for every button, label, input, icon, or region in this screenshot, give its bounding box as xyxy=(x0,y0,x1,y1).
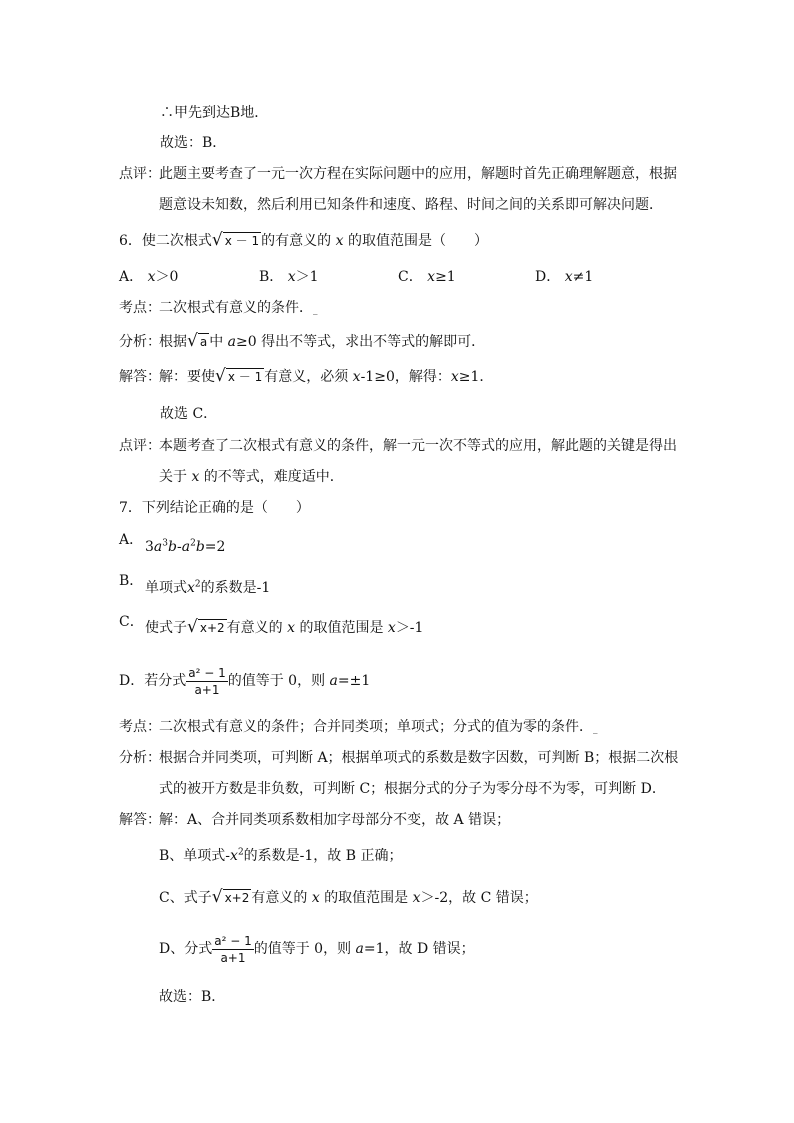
variable: x xyxy=(147,269,156,285)
sqrt-expression xyxy=(215,366,264,387)
text: ≥1． xyxy=(458,369,494,385)
option-d xyxy=(535,267,593,287)
q7-option-a: $3a^3b-a^2b=2$ xyxy=(145,538,226,555)
variable: x xyxy=(352,369,361,385)
q7-solution-d: D、分式 $\frac{\text{a² − 1}}{a+1}$ 的值等于 0，则 a=1，故 D 错误； xyxy=(159,933,475,965)
sqrt-expression: √ x+2 xyxy=(211,887,250,907)
text: 故选：B． xyxy=(160,135,227,151)
option-key: D． xyxy=(535,269,561,285)
analysis-label: 分析： xyxy=(119,334,161,350)
q7-option-b-key xyxy=(119,571,143,591)
variable: x xyxy=(191,469,200,485)
key-point-label: 考点： xyxy=(119,300,161,316)
question-6-stem xyxy=(119,230,488,251)
sqrt-expression xyxy=(187,331,209,352)
comment-label-line xyxy=(119,164,677,184)
option-key: C． xyxy=(398,269,423,285)
q7-selection xyxy=(159,987,225,1007)
sqrt-expression xyxy=(212,230,261,251)
sqrt-expression: √ x+2 xyxy=(187,617,225,637)
fraction: $\frac{\text{a² − 1}}{a+1}$ xyxy=(188,665,226,697)
option-value: ＞1 xyxy=(295,269,319,285)
text: 中 xyxy=(209,334,228,350)
variable: x xyxy=(450,369,459,385)
question-6-options xyxy=(119,267,719,287)
q7-solution-c: C、式子√ x+2 有意义的 x 的取值范围是 x＞-2，故 C 错误； xyxy=(159,887,538,907)
q7-solution-b: B、单项式$-x^2$的系数是-1，故 B 正确； xyxy=(159,847,403,864)
option-b xyxy=(259,267,319,287)
option-value: ≠1 xyxy=(572,269,594,285)
variable: x xyxy=(564,269,573,285)
analysis-text: 根据合并同类项，可判断 A；根据单项式的系数是数字因数，可判断 B；根据二次根 xyxy=(159,750,679,766)
key-point-label: 考点： xyxy=(119,719,161,735)
q6-comment-2 xyxy=(159,467,344,487)
option-key: C． xyxy=(119,614,144,630)
option-key: B． xyxy=(259,269,284,285)
analysis-text: 式的被开方数是非负数，可判断 C；根据分式的分子为零分母不为零，可判断 D． xyxy=(159,781,666,797)
q6-key-point xyxy=(119,298,318,320)
solution-label: 解答： xyxy=(119,369,161,385)
q7-option-a-key xyxy=(119,530,143,550)
text: 根据 xyxy=(159,334,187,350)
q7-option-c-key xyxy=(119,612,144,632)
comment-text: 此题主要考查了一元一次方程在实际问题中的应用，解题时首先正确理解题意，根据 xyxy=(159,166,677,182)
variable: x xyxy=(427,269,436,285)
mark: _ xyxy=(313,305,318,315)
q6-analysis xyxy=(119,331,485,352)
text: 有意义，必须 xyxy=(264,369,353,385)
key-point-text: 二次根式有意义的条件；合并同类项；单项式；分式的值为零的条件． xyxy=(159,719,593,735)
key-point-text: 二次根式有意义的条件． xyxy=(159,300,313,316)
text: 的不等式，难度适中． xyxy=(199,469,344,485)
q7-key-point xyxy=(119,717,598,739)
text: 6．使二次根式 xyxy=(119,233,212,249)
radical-sign: √ xyxy=(215,366,226,386)
fraction: $\frac{\text{a² − 1}}{a+1}$ xyxy=(214,933,252,965)
variable: a xyxy=(227,334,237,350)
comment-label: 点评： xyxy=(119,438,161,454)
solution-text: 解：A、合并同类项系数相加字母部分不变，故 A 错误； xyxy=(159,812,511,828)
radical-sign: √ xyxy=(187,331,198,351)
option-a xyxy=(119,267,178,287)
q7-option-d: D．若分式 $\frac{\text{a² − 1}}{a+1}$ 的值等于 0，则 a=±1 xyxy=(119,665,371,697)
variable: x xyxy=(287,269,296,285)
option-key: B． xyxy=(119,573,144,589)
text: ≥0 得出不等式，求出不等式的解即可． xyxy=(236,334,486,350)
text: 7．下列结论正确的是（ ） xyxy=(119,500,310,516)
comment-label: 点评： xyxy=(119,166,161,182)
text: 解：要使 xyxy=(159,369,215,385)
text: ∴甲先到达B地． xyxy=(160,105,269,121)
text: 故选 C． xyxy=(160,406,218,422)
q6-selection xyxy=(160,404,217,424)
option-key: A． xyxy=(119,269,144,285)
variable: x xyxy=(335,233,344,249)
option-value: ＞0 xyxy=(155,269,179,285)
q7-solution xyxy=(119,810,510,830)
radicand: x － 1 xyxy=(224,234,260,248)
radical-sign: √ xyxy=(211,230,223,250)
question-7-stem xyxy=(119,498,310,518)
comment-text-line xyxy=(159,195,663,215)
q7-analysis-2 xyxy=(159,779,666,799)
q7-analysis xyxy=(119,748,678,768)
q6-comment xyxy=(119,436,677,456)
mark: _ xyxy=(593,724,598,734)
comment-text: 本题考查了二次根式有意义的条件，解一元一次不等式的应用，解此题的关键是得出 xyxy=(159,438,677,454)
text: 的取值范围是（ ） xyxy=(343,233,488,249)
analysis-label: 分析： xyxy=(119,750,161,766)
radicand: x － 1 xyxy=(227,370,263,384)
solution-label: 解答： xyxy=(119,812,161,828)
answer-line xyxy=(160,133,226,153)
option-key: A． xyxy=(119,532,144,548)
text: 故选：B． xyxy=(159,989,226,1005)
conclusion-line xyxy=(160,103,268,123)
comment-text: 题意设未知数，然后利用已知条件和速度、路程、时间之间的关系即可解决问题． xyxy=(159,197,663,213)
text: 的有意义的 xyxy=(261,233,336,249)
option-c xyxy=(398,267,456,287)
q6-solution xyxy=(119,366,493,387)
radicand: a xyxy=(199,335,208,349)
text: 关于 xyxy=(159,469,192,485)
q7-option-c: 使式子√ x+2 有意义的 x 的取值范围是 x＞-1 xyxy=(145,617,424,637)
text: -1≥0，解得： xyxy=(360,369,451,385)
option-value: ≥1 xyxy=(435,269,456,285)
q7-option-b: 单项式$x^2$的系数是-1 xyxy=(145,579,271,596)
